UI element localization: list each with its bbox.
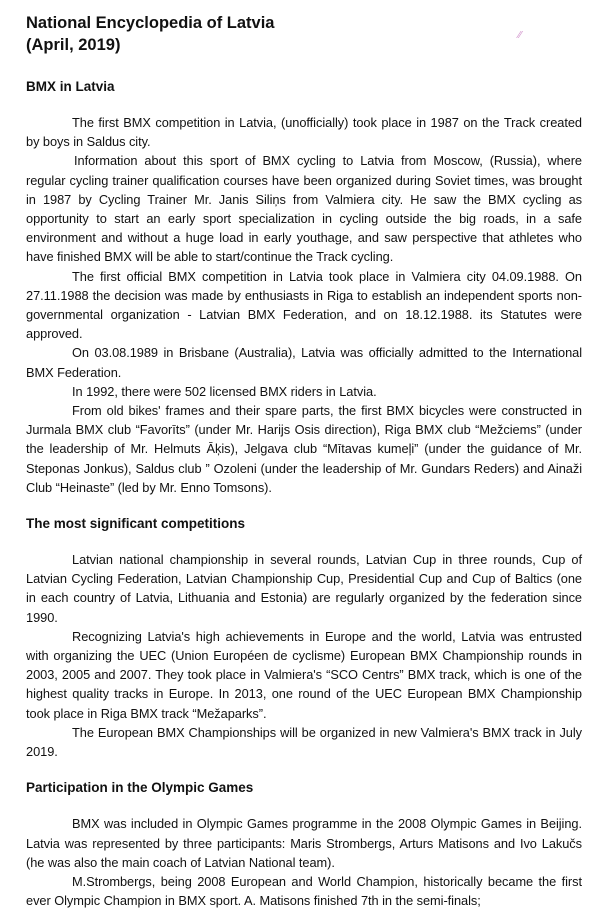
paragraph: The European BMX Championships will be organized in new Valmiera's BMX track in July 2019. [26, 724, 582, 760]
paragraph: The first BMX competition in Latvia, (unofficially) took place in 1987 on the Track created by boys in Saldus city. [26, 115, 582, 150]
document-title [26, 12, 582, 56]
document-title-line2: (April, 2019) [26, 36, 121, 54]
paragraph: M.Strombergs, being 2008 European and World Champion, historically became the first ever Olympic Champion in BMX sport. A. Matisons finished 7th in the semi-finals; [26, 873, 582, 909]
paragraph: In 1992, there were 502 licensed BMX riders in Latvia. [72, 383, 377, 399]
document-page [26, 12, 582, 910]
paragraph: From old bikes' frames and their spare parts, the first BMX bicycles were constructed in Jurmala BMX club “Favorīts” (under Mr. Harijs Osis direction), Riga BMX club “Mežciems” (under the leadership of Mr. Helmuts Āķis), Jelgava club “Mītavas kumeļi” (under the guidance of Mr. Steponas Jonkus), Saldus club ” Ozoleni (under the leadership of Mr. Gundars Reders) and Ainaži Club “Heinaste” (led by Mr. Enno Tomsons). [26, 403, 582, 495]
paragraph: The first official BMX competition in Latvia took place in Valmiera city 04.09.1988. On 27.11.1988 the decision was made by enthusiasts in Riga to establish an independent sports non-governmental organization - Latvian BMX Federation, and on 18.12.1988. its Statutes were approved. [26, 268, 582, 342]
paragraph: Latvian national championship in several rounds, Latvian Cup in three rounds, Cup of Latvian Cycling Federation, Latvian Championship Cup, Presidential Cup and Cup of Baltics (one in each country of Latvia, Lithuania and Estonia) are regularly organized by the federation since 1990. [26, 552, 582, 625]
paragraph: Information about this sport of BMX cycling to Latvia from Moscow, (Russia), where regular cycling trainer qualification courses have been organized during Soviet times, was brought in 1987 by Cycling Trainer Mr. Janis Siliņs from Valmiera city. He saw the BMX cycling as opportunity to start an early sport specialization in cycling outside the big roads, in a safe environment and without a huge load in early youthage, and saw perspective that athletes who have finished BMX will be able to start/continue the Track cycling. [26, 153, 582, 265]
pen-mark-decoration: ⁄⁄ [518, 30, 522, 41]
paragraph: Recognizing Latvia's high achievements in Europe and the world, Latvia was entrusted with organizing the UEC (Union Européen de cyclisme) European BMX Championship rounds in 2003, 2005 and 2007. They took place in Valmiera's “SCO Centrs” BMX track, which is one of the highest quality tracks in Europe. In 2013, one round of the UEC European BMX Championship took place in Riga BMX track “Mežaparks”. [26, 628, 582, 721]
paragraph: BMX was included in Olympic Games programme in the 2008 Olympic Games in Beijing. Latvia was represented by three participants: Maris Strombergs, Arturs Matisons and Ivo Lakučs (he was also the main coach of Latvian National team). [26, 816, 582, 870]
document-title-line1: National Encyclopedia of Latvia [26, 14, 275, 32]
section-heading-bmx-in-latvia: BMX in Latvia [26, 79, 115, 94]
section-heading-significant-competitions: The most significant competitions [26, 516, 246, 532]
section-heading-olympic-games: Participation in the Olympic Games [26, 780, 254, 796]
paragraph: On 03.08.1989 in Brisbane (Australia), Latvia was officially admitted to the International BMX Federation. [26, 345, 582, 380]
